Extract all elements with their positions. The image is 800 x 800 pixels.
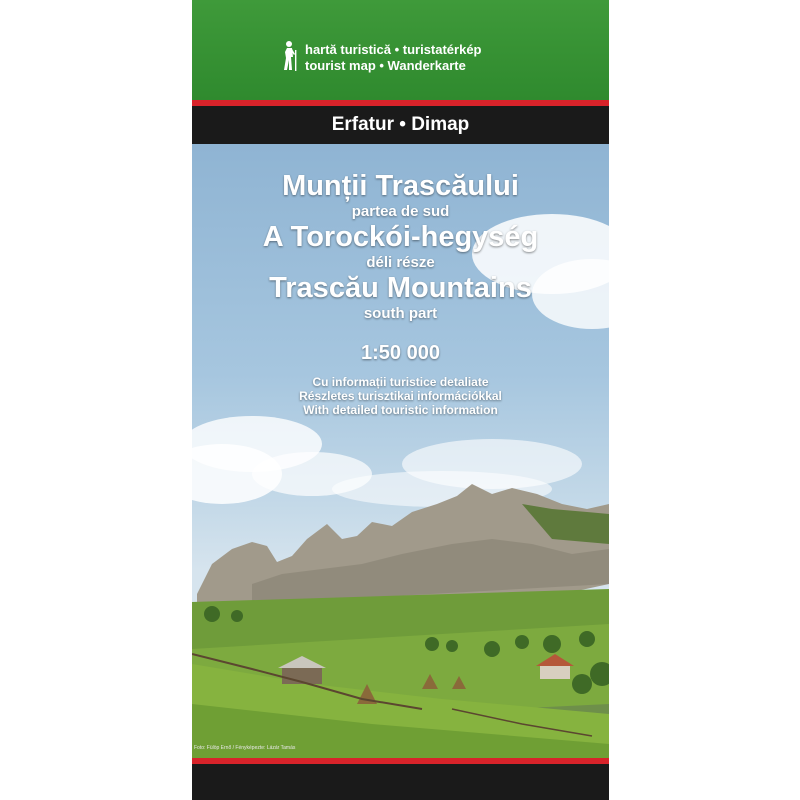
info-block [192, 375, 609, 417]
info-hungarian: Részletes turisztikai információkkal [299, 389, 502, 403]
map-type-tagline [305, 42, 545, 74]
subtitle-english: south part [363, 305, 438, 322]
bottom-black-band [192, 764, 609, 800]
info-romanian: Cu informații turistice detaliate [312, 375, 489, 389]
subtitle-hungarian: déli része [366, 254, 435, 271]
map-scale: 1:50 000 [361, 342, 440, 364]
tagline-line-1: hartă turistică • turistatérkép [305, 42, 482, 57]
info-english: With detailed touristic information [303, 403, 498, 417]
photo-credit: Foto: Fülöp Ernő / Fényképezte: Lázár Tamás [194, 745, 296, 751]
title-hungarian: A Torockói-hegység [262, 221, 539, 253]
hiker-icon [280, 40, 298, 72]
title-block [192, 170, 609, 417]
subtitle-romanian: partea de sud [351, 203, 450, 220]
map-cover [192, 0, 609, 800]
title-english: Trascău Mountains [269, 272, 532, 304]
publisher-name: Erfatur • Dimap [331, 114, 470, 135]
title-romanian: Munții Trascăului [282, 170, 519, 202]
tagline-line-2: tourist map • Wanderkarte [305, 58, 466, 73]
